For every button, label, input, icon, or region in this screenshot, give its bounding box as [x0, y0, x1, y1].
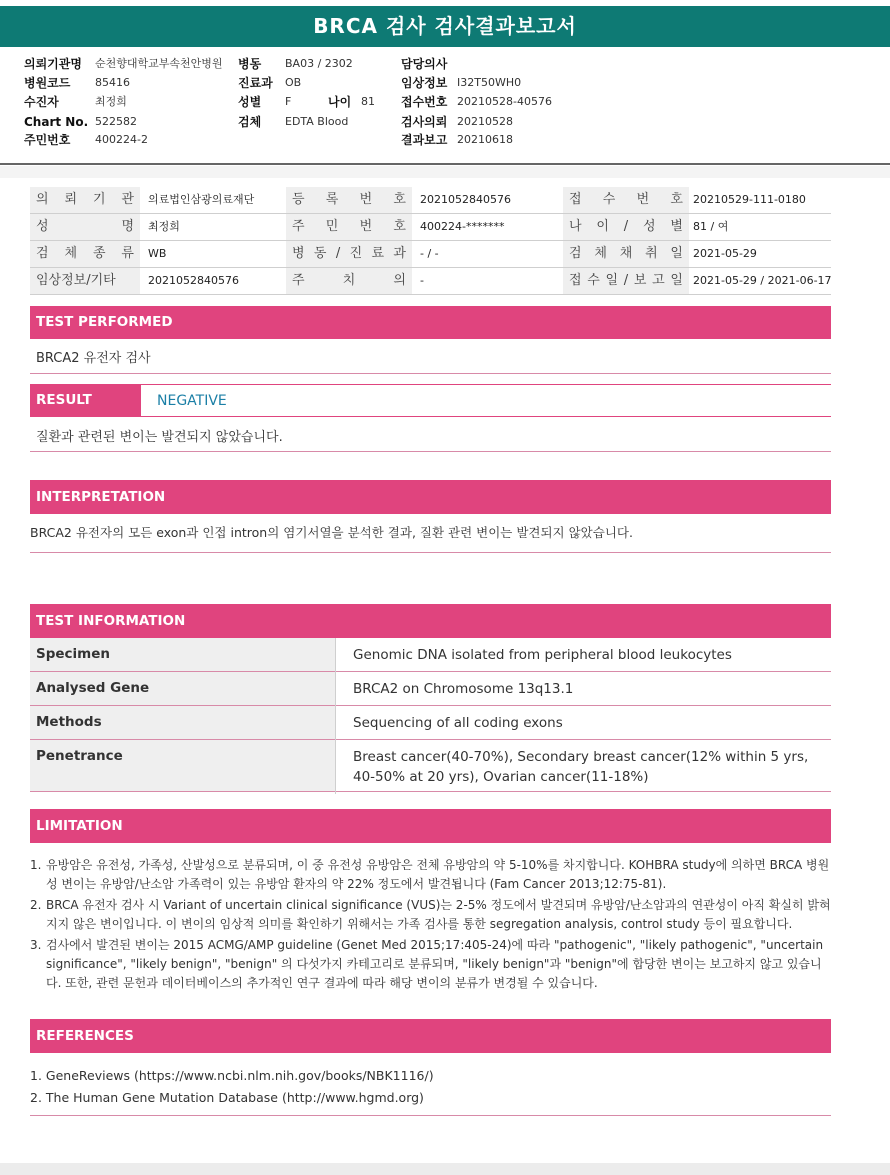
footer-band	[0, 1163, 890, 1175]
clinical-label: 임상정보	[401, 76, 448, 90]
hospital-code-label: 병원코드	[24, 76, 71, 90]
pi-label: 주 치 의	[286, 268, 412, 294]
pi-label: 검 체 채 취 일	[563, 241, 689, 267]
item-number: 2.	[30, 898, 42, 912]
references-list	[30, 1065, 831, 1109]
collector-value: 최정희	[95, 95, 127, 108]
test-info-value: Breast cancer(40-70%), Secondary breast cancer(12% within 5 yrs, 40-50% at 20 yrs), Ovarian cancer(11-18%)	[335, 740, 831, 794]
specimen-label: 검체	[238, 115, 262, 129]
test-info-row	[30, 638, 831, 672]
pi-value: 400224-*******	[420, 220, 505, 233]
test-info-table	[30, 638, 831, 792]
institution-value: 순천향대학교부속천안병원	[95, 57, 223, 70]
pi-value: WB	[148, 247, 167, 260]
test-performed-heading: TEST PERFORMED	[30, 306, 831, 339]
pi-value: 2021052840576	[148, 274, 239, 287]
collector-label: 수진자	[24, 95, 59, 109]
test-info-value: Sequencing of all coding exons	[335, 706, 831, 740]
test-info-label: Methods	[30, 706, 335, 739]
test-info-row	[30, 706, 831, 740]
pi-label: 나 이 / 성 별	[563, 214, 689, 240]
ward-label: 병동	[238, 57, 262, 71]
divider	[30, 552, 831, 553]
limitation-heading: LIMITATION	[30, 809, 831, 843]
patient-info-row	[30, 268, 831, 295]
divider	[30, 451, 831, 452]
hospital-code-value: 85416	[95, 76, 130, 89]
pi-label: 등 록 번 호	[286, 187, 412, 213]
pi-value: 의료법인삼광의료재단	[148, 193, 255, 206]
result-value: NEGATIVE	[141, 384, 831, 417]
sex-label: 성별	[238, 95, 262, 109]
report-title: BRCA 검사 검사결과보고서	[0, 6, 890, 47]
list-item	[30, 936, 831, 993]
pi-label: 접 수 번 호	[563, 187, 689, 213]
pi-label: 임상정보/기타	[30, 268, 140, 294]
ssn-label: 주민번호	[24, 133, 71, 147]
pi-label: 주 민 번 호	[286, 214, 412, 240]
clinical-value: I32T50WH0	[457, 76, 522, 89]
pi-value: 2021-05-29	[693, 247, 757, 260]
chart-value: 522582	[95, 115, 137, 128]
report-date-value: 20210618	[457, 133, 513, 146]
ssn-value: 400224-2	[95, 133, 148, 146]
pi-value: 2021-05-29 / 2021-06-17	[693, 274, 832, 287]
reference-item: 1. GeneReviews (https://www.ncbi.nlm.nih.gov/books/NBK1116/)	[30, 1068, 434, 1083]
pi-label: 접 수 일 / 보 고 일	[563, 268, 689, 294]
sex-value: F	[285, 95, 292, 108]
test-info-label: Specimen	[30, 638, 335, 671]
divider	[30, 1115, 831, 1116]
report-date-label: 결과보고	[401, 133, 448, 147]
receipt-value: 20210528-40576	[457, 95, 552, 108]
doctor-label: 담당의사	[401, 57, 448, 71]
request-value: 20210528	[457, 115, 513, 128]
pi-label: 의 뢰 기 관	[30, 187, 140, 213]
patient-info-row	[30, 214, 831, 241]
test-info-value: BRCA2 on Chromosome 13q13.1	[335, 672, 831, 706]
result-note: 질환과 관련된 변이는 발견되지 않았습니다.	[36, 430, 283, 445]
age-value: 81	[361, 95, 375, 108]
pi-value: 81 / 여	[693, 220, 729, 233]
list-item	[30, 896, 831, 934]
pi-label: 검 체 종 류	[30, 241, 140, 267]
pi-value: 2021052840576	[420, 193, 511, 206]
item-number: 1.	[30, 858, 42, 872]
dept-label: 진료과	[238, 76, 273, 90]
patient-info-row	[30, 187, 831, 214]
report-header	[0, 47, 890, 165]
test-info-label: Analysed Gene	[30, 672, 335, 705]
ward-value: BA03 / 2302	[285, 57, 353, 70]
interpretation-heading: INTERPRETATION	[30, 480, 831, 514]
pi-label: 성 명	[30, 214, 140, 240]
test-info-label: Penetrance	[30, 740, 335, 791]
interpretation-text: BRCA2 유전자의 모든 exon과 인접 intron의 염기서열을 분석한 결과, 질환 관련 변이는 발견되지 않았습니다.	[30, 525, 633, 540]
result-heading: RESULT	[30, 384, 141, 417]
patient-info-table	[30, 187, 831, 295]
pi-value: - / -	[420, 247, 439, 260]
divider-band	[0, 166, 890, 178]
chart-label: Chart No.	[24, 115, 89, 129]
item-text: 검사에서 발견된 변이는 2015 ACMG/AMP guideline (Genet Med 2015;17:405-24)에 따라 "pathogenic", "likely pathogenic", "uncertain significance", "likely benign", "benign" 의 다섯가지 카테고리로 분류되며, "likely benign"과 "benign"에 합당한 변이는 보고하지 않고 있습니다. 또한, 관련 문헌과 데이터베이스의 추가적인 연구 결과에 따라 해당 변이의 분류가 변경될 수 있습니다.	[46, 938, 824, 990]
test-info-value: Genomic DNA isolated from peripheral blood leukocytes	[335, 638, 831, 672]
pi-label: 병 동 / 진 료 과	[286, 241, 412, 267]
test-info-row	[30, 740, 831, 792]
references-heading: REFERENCES	[30, 1019, 831, 1053]
dept-value: OB	[285, 76, 302, 89]
receipt-label: 접수번호	[401, 95, 448, 109]
pi-value: 최정희	[148, 220, 180, 233]
age-label: 나이	[328, 95, 352, 109]
divider	[30, 373, 831, 374]
pi-value: 20210529-111-0180	[693, 193, 806, 206]
limitation-list	[30, 856, 831, 995]
item-number: 3.	[30, 938, 42, 952]
reference-item: 2. The Human Gene Mutation Database (http://www.hgmd.org)	[30, 1090, 424, 1105]
test-info-heading: TEST INFORMATION	[30, 604, 831, 638]
test-info-row	[30, 672, 831, 706]
test-performed-value: BRCA2 유전자 검사	[36, 351, 151, 366]
pi-value: -	[420, 274, 424, 287]
request-label: 검사의뢰	[401, 115, 448, 129]
patient-info-row	[30, 241, 831, 268]
list-item	[30, 856, 831, 894]
specimen-value: EDTA Blood	[285, 115, 349, 128]
item-text: 유방암은 유전성, 가족성, 산발성으로 분류되며, 이 중 유전성 유방암은 전체 유방암의 약 5-10%를 차지합니다. KOHBRA study에 의하면 BRCA 병원성 변이는 유방암/난소암 가족력이 있는 유방암 환자의 약 22% 정도에서 발견됩니다 (Fam Cancer 2013;12:75-81).	[46, 858, 830, 891]
item-text: BRCA 유전자 검사 시 Variant of uncertain clinical significance (VUS)는 2-5% 정도에서 발견되며 유방암/난소암과의 연관성이 아직 확실히 밝혀지지 않은 변이입니다. 이 변이의 임상적 의미를 확인하기 위해서는 가족 검사를 통한 segregation analysis, control study 등이 필요합니다.	[46, 898, 831, 931]
institution-label: 의뢰기관명	[24, 57, 82, 71]
